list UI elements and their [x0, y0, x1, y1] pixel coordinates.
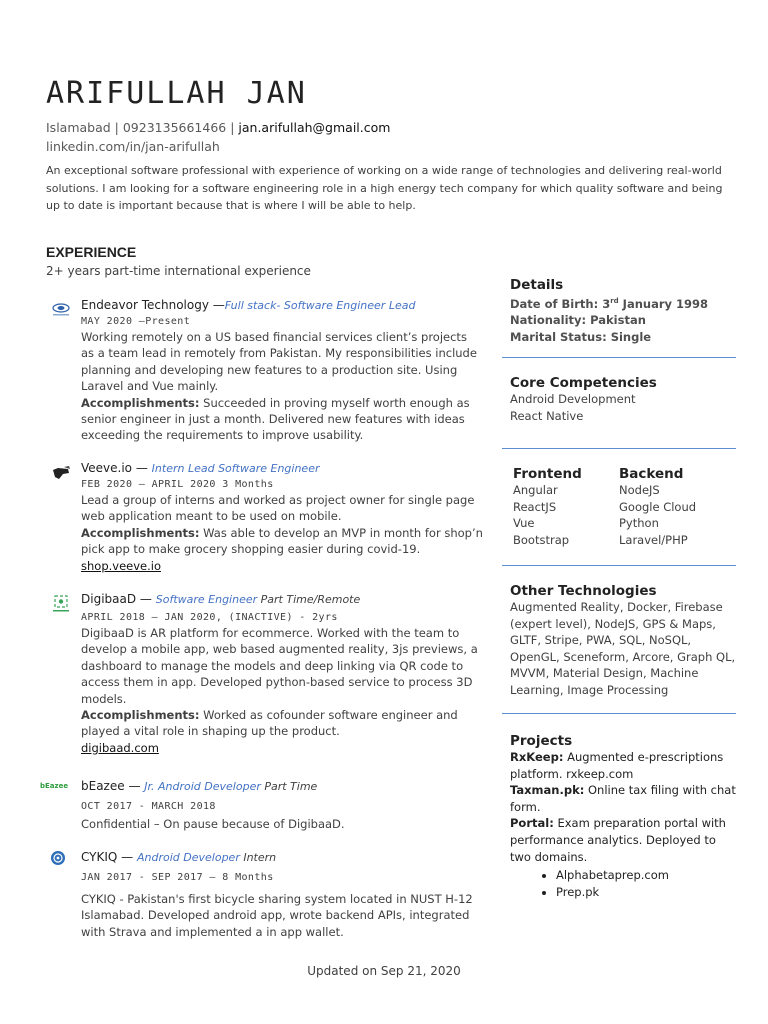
job-description: Confidential – On pause because of DigibaaD.	[81, 817, 345, 831]
competency-item: React Native	[510, 408, 584, 423]
contact-location-phone: Islamabad | 0923135661466 |	[46, 120, 239, 135]
contact-line	[46, 120, 390, 135]
experience-subheading: 2+ years part-time international experience	[46, 264, 311, 278]
separator: —	[117, 850, 137, 864]
job-description: DigibaaD is AR platform for ecommerce. Worked with the team to develop a mobile app, web based augmented reality, 3js previews, a dashboard to manage the models and deep linking via QR code to access them in app. Developed python-based service to process 3D models.	[81, 626, 478, 706]
dob-day: 3	[602, 296, 611, 311]
separator: —	[124, 779, 145, 793]
company-name: Endeavor Technology	[81, 298, 209, 312]
domain-item: • Alphabetaprep.com	[556, 867, 736, 884]
backend-column	[619, 466, 725, 548]
job-description: Lead a group of interns and worked as project owner for single page web application meant to be used on mobile.	[81, 493, 475, 524]
frontend-item: ReactJS	[513, 499, 557, 514]
accomplishments-text: Worked as cofounder software engineer and played a vital role in shaping up the product.	[81, 708, 458, 739]
accomplishments-text: Succeeded in proving myself worth enough as senior engineer in just a month. Delivered new features with ideas exceeding the requirements to improve usability.	[81, 395, 470, 443]
digibaad-logo-icon	[50, 594, 72, 614]
job-dates: MAY 2020 –Present	[81, 316, 191, 327]
accomplishments-text: Was able to develop an MVP in month for shop’n pick app to make grocery shopping easier during covid-19.	[81, 525, 483, 557]
veeve-logo-icon	[50, 465, 72, 481]
resume-name: ARIFULLAH JAN	[46, 76, 307, 111]
date-of-birth	[510, 293, 736, 312]
dob-rest: January 1998	[618, 296, 709, 311]
divider	[502, 565, 736, 566]
job-dates: APRIL 2018 – JAN 2020, (INACTIVE) - 2yrs	[81, 612, 338, 623]
divider	[502, 448, 736, 449]
job-role: Intern Lead Software Engineer	[151, 462, 320, 475]
project-label: RxKeep:	[510, 750, 564, 764]
project-portal	[510, 815, 736, 865]
accomplishments-label: Accomplishments:	[81, 525, 200, 540]
job-role: Android Developer	[137, 851, 240, 864]
company-name: CYKIQ	[81, 850, 118, 864]
tech-stack-section	[513, 466, 739, 548]
project-text: Augmented e-prescriptions platform. rxkeep.com	[510, 750, 724, 781]
competency-item: Android Development	[510, 392, 636, 406]
updated-footer: Updated on Sep 21, 2020	[307, 964, 461, 978]
job-description: CYKIQ - Pakistan's first bicycle sharing system located in NUST H-12 Islamabad. Developed android app, wrote backend APIs, integrated with Strava and implemented a in app wallet.	[81, 892, 473, 939]
details-heading: Details	[510, 277, 564, 293]
company-name: DigibaaD	[81, 592, 137, 606]
experience-heading: EXPERIENCE	[46, 244, 137, 260]
project-label: Portal:	[510, 816, 554, 831]
project-rxkeep	[510, 749, 736, 782]
job-title-line	[81, 592, 483, 606]
backend-item: NodeJS	[619, 483, 660, 497]
divider	[502, 357, 736, 358]
other-technologies-section	[510, 583, 736, 699]
job-dates: OCT 2017 - MARCH 2018	[81, 801, 216, 812]
backend-heading: Backend	[619, 466, 684, 482]
projects-section	[510, 733, 736, 901]
marital-status: Marital Status: Single	[510, 330, 652, 345]
company-name: bEazee	[81, 779, 125, 793]
job-accomplishments	[81, 395, 483, 444]
summary: An exceptional software professional with experience of working on a wide range of technologies and delivering real-world solutions. I am looking for a software engineering role in a high energy tech company for which quality software and being up to date is important because that is where I will be able to help.	[46, 164, 723, 212]
accomplishments-label: Accomplishments:	[81, 708, 200, 723]
job-role-suffix: Part Time	[260, 780, 318, 793]
job-dates: JAN 2017 - SEP 2017 – 8 Months	[81, 872, 274, 883]
details-section	[510, 277, 736, 346]
digibaad-link[interactable]: digibaad.com	[81, 740, 159, 755]
dob-suffix: rd	[610, 297, 619, 305]
other-technologies-list: Augmented Reality, Docker, Firebase (expert level), NodeJS, GPS & Maps, GLTF, Stripe, PWA, SQL, NoSQL, OpenGL, Sceneform, Arcore, Graph QL, MVVM, Material Design, Machine Learning, Image Processing	[510, 600, 736, 697]
job-title-line	[81, 298, 483, 312]
backend-item: Python	[619, 516, 659, 531]
job-role: Software Engineer	[155, 593, 258, 606]
domain-item: • Prep.pk	[556, 884, 736, 901]
company-name: Veeve.io	[81, 461, 133, 475]
veeve-link[interactable]: shop.veeve.io	[81, 558, 161, 573]
separator: —	[132, 461, 152, 475]
beazee-logo: bEazee	[40, 782, 69, 790]
core-competencies-section	[510, 375, 736, 424]
backend-item: Laravel/PHP	[619, 532, 688, 547]
job-dates: FEB 2020 – APRIL 2020 3 Months	[81, 479, 274, 490]
job-accomplishments	[81, 525, 483, 558]
projects-heading: Projects	[510, 733, 573, 749]
cykiq-logo-icon	[50, 850, 72, 866]
portal-domains-list	[510, 867, 736, 901]
job-role-suffix: Intern	[239, 851, 277, 864]
job-title-line	[81, 850, 483, 864]
endeavor-logo-icon	[50, 302, 72, 318]
backend-item: Google Cloud	[619, 499, 697, 514]
separator: —	[208, 298, 225, 312]
frontend-item: Angular	[513, 483, 558, 497]
frontend-item: Bootstrap	[513, 532, 570, 547]
divider	[502, 713, 736, 714]
frontend-item: Vue	[513, 516, 535, 531]
email[interactable]: jan.arifullah@gmail.com	[238, 120, 391, 135]
frontend-column	[513, 466, 619, 548]
job-role: Jr. Android Developer	[144, 780, 261, 793]
core-competencies-heading: Core Competencies	[510, 375, 657, 391]
frontend-heading: Frontend	[513, 466, 582, 482]
linkedin-url[interactable]: linkedin.com/in/jan-arifullah	[46, 139, 220, 154]
dob-label: Date of Birth:	[510, 296, 603, 311]
job-title-line	[81, 461, 483, 475]
separator: —	[136, 592, 156, 606]
project-taxman	[510, 782, 736, 815]
project-label: Taxman.pk:	[510, 783, 585, 798]
job-title-line	[81, 779, 483, 793]
other-technologies-heading: Other Technologies	[510, 583, 657, 599]
project-text: Exam preparation portal with performance analytics. Deployed to two domains.	[510, 816, 726, 864]
job-role-suffix: Lead	[385, 299, 416, 312]
accomplishments-label: Accomplishments:	[81, 395, 200, 410]
job-description: Working remotely on a US based financial services client’s projects as a team lead in remotely from Pakistan. My responsibilities include planning and developing new features to a production site. Using Laravel and Vue mainly.	[81, 330, 477, 394]
project-text: Online tax filing with chat form.	[510, 783, 736, 814]
job-role-suffix: Part Time/Remote	[257, 593, 361, 606]
job-accomplishments	[81, 707, 483, 740]
nationality: Nationality: Pakistan	[510, 313, 646, 328]
job-role: Full stack- Software Engineer	[224, 299, 386, 312]
